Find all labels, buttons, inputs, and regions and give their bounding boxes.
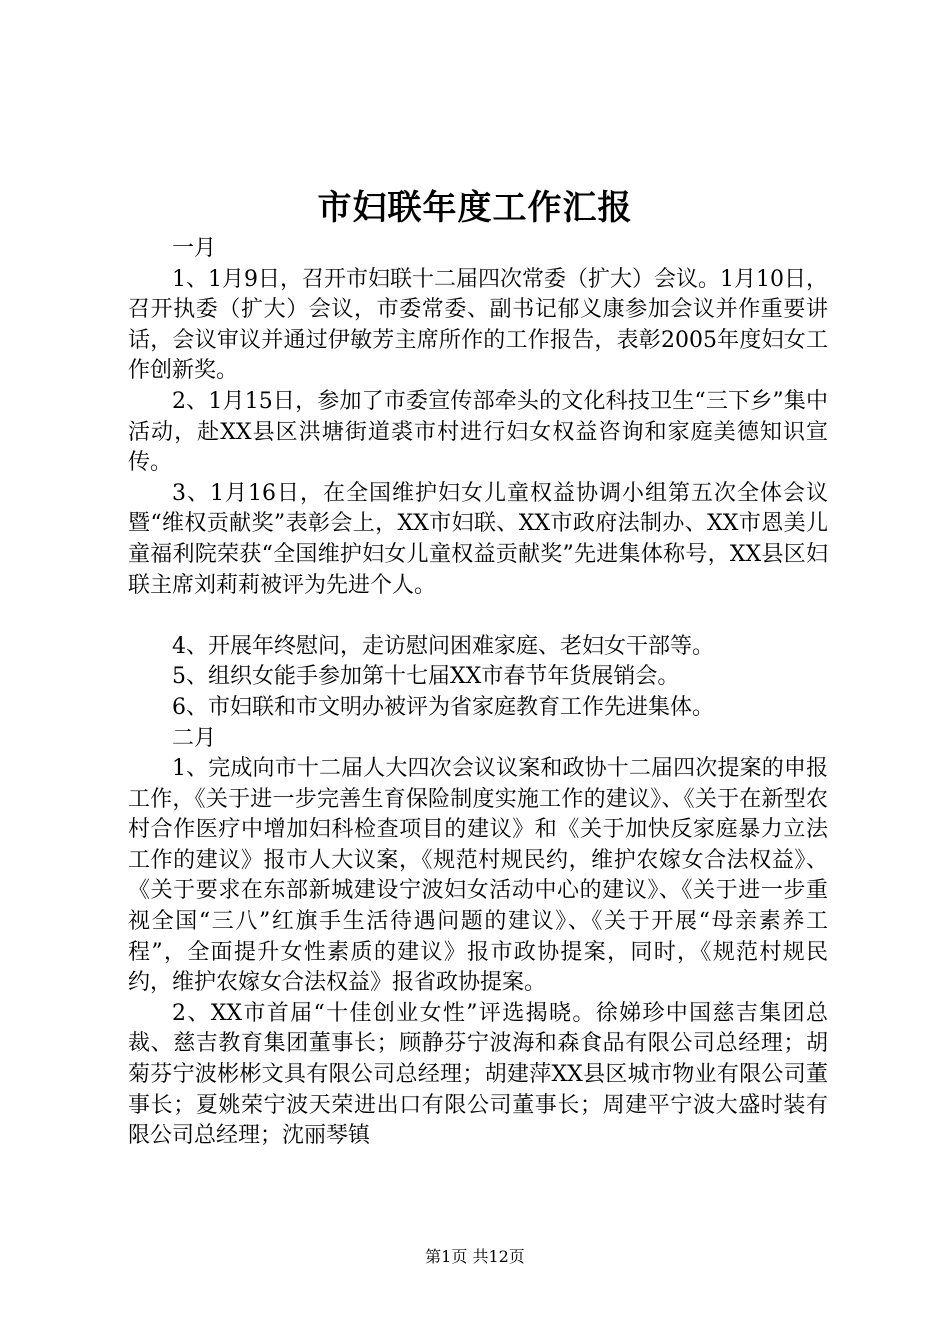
paragraph: 2、1月15日，参加了市委宣传部牵头的文化科技卫生“三下乡”集中活动，赴XX县区洪塘街道裘市村进行妇女权益咨询和家庭美德知识宣传。	[128, 388, 828, 476]
document-title: 市妇联年度工作汇报	[317, 188, 633, 228]
document-body	[128, 234, 828, 1152]
paragraph: 1、完成向市十二届人大四次会议议案和政协十二届四次提案的申报工作，《关于进一步完善生育保险制度实施工作的建议》、《关于在新型农村合作医疗中增加妇科检查项目的建议》和《关于加快反家庭暴力立法工作的建议》报市人大议案，《规范村规民约，维护农嫁女合法权益》、《关于要求在东部新城建设宁波妇女活动中心的建议》、《关于进一步重视全国“三八”红旗手生活待遇问题的建议》、《关于开展“母亲素养工程”，全面提升女性素质的建议》报市政协提案，同时，《规范村规民约，维护农嫁女合法权益》报省政协提案。	[128, 756, 828, 996]
paragraph: 2、XX市首届“十佳创业女性”评选揭晓。徐娣珍中国慈吉集团总裁、慈吉教育集团董事长；顾静芬宁波海和森食品有限公司总经理；胡菊芬宁波彬彬文具有限公司总经理；胡建萍XX县区城市物业有限公司董事长；夏姚荣宁波天荣进出口有限公司董事长；周建平宁波大盛时装有限公司总经理；沈丽琴镇	[128, 1000, 828, 1149]
paragraph: 6、市妇联和市文明办被评为省家庭教育工作先进集体。	[172, 694, 714, 720]
section-heading-february: 二月	[172, 725, 217, 751]
paragraph: 4、开展年终慰问，走访慰问困难家庭、老妇女干部等。	[172, 633, 714, 659]
section-heading-january: 一月	[172, 236, 217, 261]
paragraph: 1、1月9日，召开市妇联十二届四次常委（扩大）会议。1月10日，召开执委（扩大）会议，市委常委、副书记郁义康参加会议并作重要讲话，会议审议并通过伊敏芳主席所作的工作报告，表彰2005年度妇女工作创新奖。	[128, 266, 828, 384]
paragraph: 3、1月16日，在全国维护妇女儿童权益协调小组第五次全体会议暨“维权贡献奖”表彰会上，XX市妇联、XX市政府法制办、XX市恩美儿童福利院荣获“全国维护妇女儿童权益贡献奖”先进集体称号，XX县区妇联主席刘莉莉被评为先进个人。	[128, 480, 828, 598]
page-footer: 第1页 共12页	[425, 1247, 525, 1266]
paragraph: 5、组织女能手参加第十七届XX市春节年货展销会。	[172, 664, 680, 690]
